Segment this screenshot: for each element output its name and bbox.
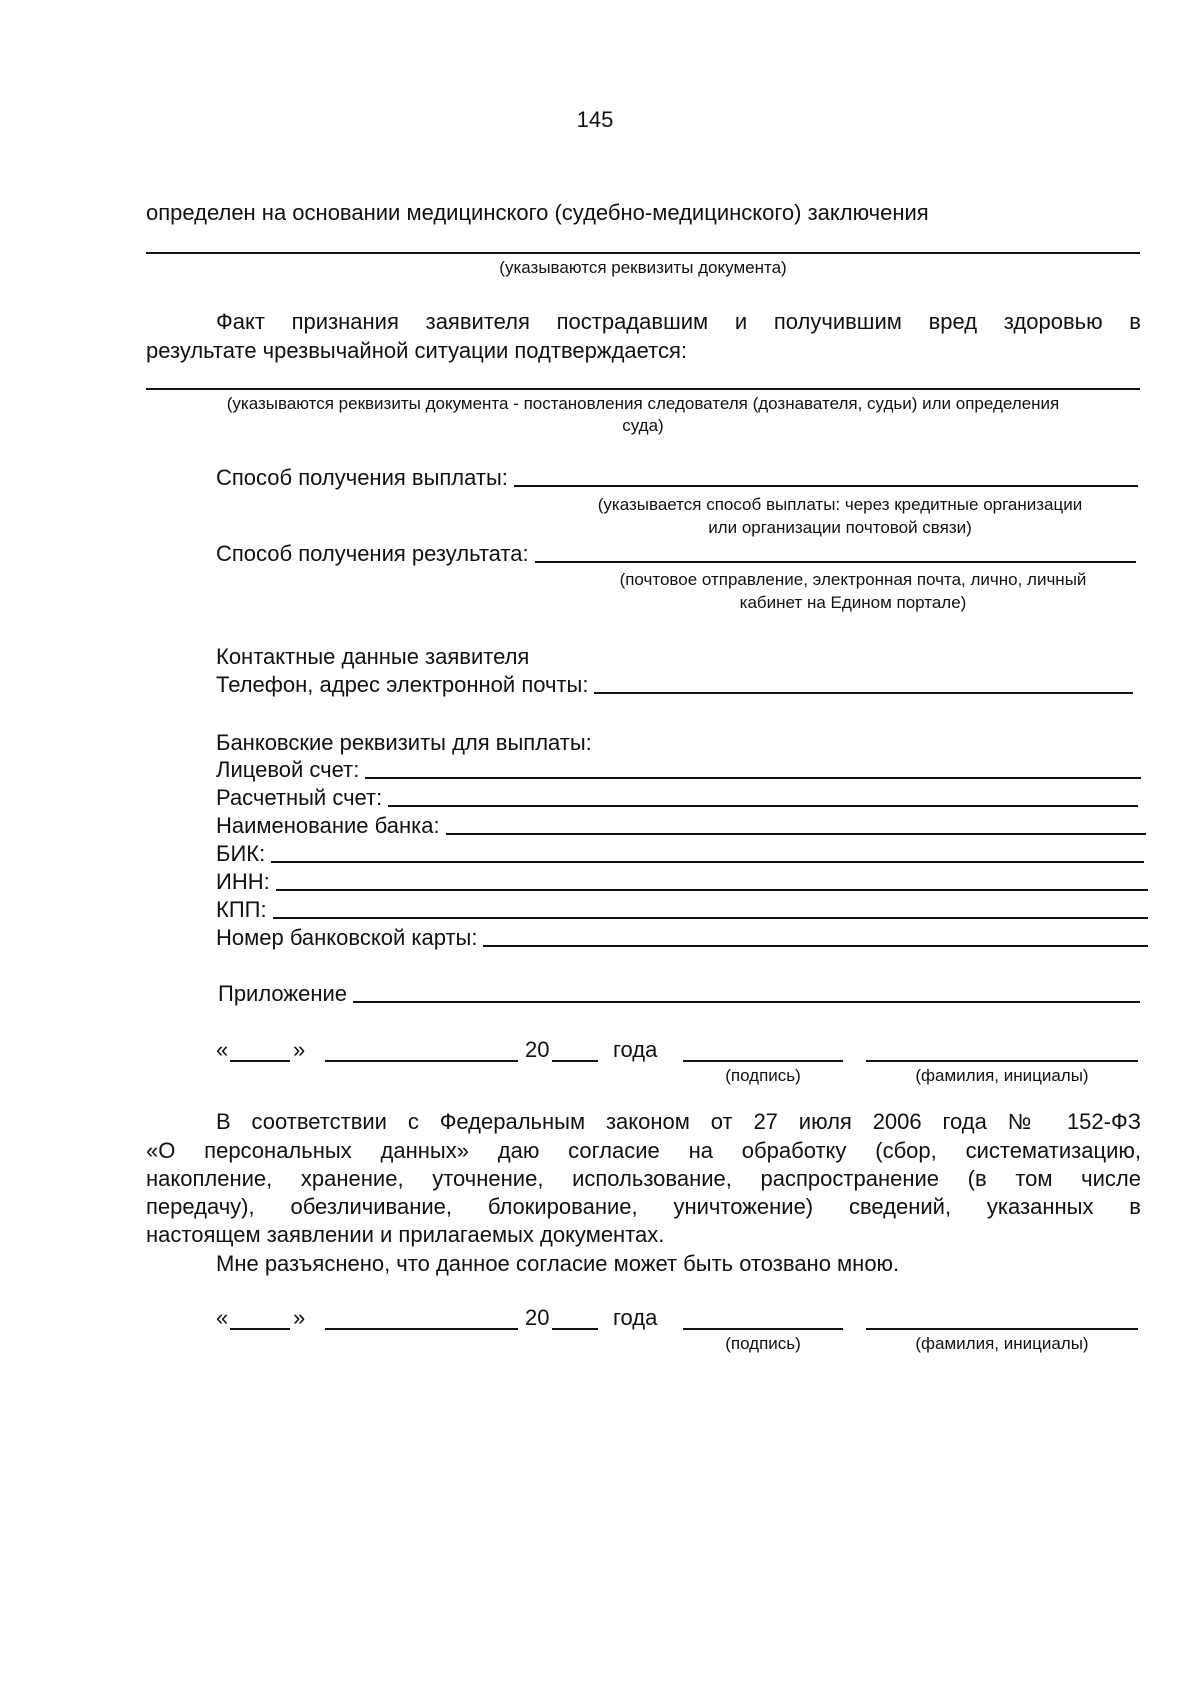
caption-resolution-line2: суда) — [622, 416, 664, 435]
bik-line[interactable] — [271, 861, 1144, 863]
attachment-field — [218, 981, 1140, 1007]
kpp-field — [216, 897, 1148, 923]
bank-heading: Банковские реквизиты для выплаты: — [216, 730, 592, 755]
bank-name-field — [216, 813, 1146, 839]
result-method-hint-line1: (почтовое отправление, электронная почта, лично, личный — [619, 570, 1087, 589]
date-day-line[interactable] — [230, 1060, 290, 1062]
document-details-line[interactable] — [146, 252, 1140, 254]
card-number-label: Номер банковской карты: — [216, 925, 478, 950]
kpp-label: КПП: — [216, 897, 267, 922]
date-open-quote: « — [216, 1305, 229, 1330]
consent-line4: передачу), обезличивание, блокирование, уничтожение) сведений, указанных в — [146, 1194, 1141, 1219]
date-close-quote: » — [293, 1037, 306, 1062]
contacts-heading: Контактные данные заявителя — [216, 644, 530, 669]
resolution-details-line[interactable] — [146, 388, 1140, 390]
full-name-line[interactable] — [866, 1060, 1138, 1062]
result-method-line[interactable] — [535, 561, 1136, 563]
inn-label: ИНН: — [216, 869, 270, 894]
consent-revocation: Мне разъяснено, что данное согласие может быть отозвано мною. — [216, 1251, 900, 1276]
full-name-caption: (фамилия, инициалы) — [915, 1066, 1089, 1085]
signature-line[interactable] — [683, 1060, 843, 1062]
fact-text-line1: Факт признания заявителя пострадавшим и получившим вред здоровью в — [216, 309, 1141, 334]
fact-text-line2: результате чрезвычайной ситуации подтверждается: — [146, 338, 688, 363]
signature-caption: (подпись) — [725, 1066, 801, 1085]
consent-line1: В соответствии с Федеральным законом от 27 июля 2006 года № 152-ФЗ — [216, 1109, 1141, 1134]
signature-caption: (подпись) — [725, 1334, 801, 1353]
payment-method-hint-line1: (указывается способ выплаты: через кредитные организации — [597, 495, 1083, 514]
phone-email-line[interactable] — [594, 692, 1133, 694]
result-method-field — [216, 541, 1136, 567]
full-name-line[interactable] — [866, 1328, 1138, 1330]
date-year-word: года — [613, 1037, 658, 1062]
payment-method-label: Способ получения выплаты: — [216, 465, 508, 490]
settlement-account-label: Расчетный счет: — [216, 785, 383, 810]
personal-account-label: Лицевой счет: — [216, 757, 360, 782]
phone-email-field — [216, 672, 1133, 698]
attachment-label: Приложение — [218, 981, 348, 1006]
phone-email-label: Телефон, адрес электронной почты: — [216, 672, 589, 697]
result-method-label: Способ получения результата: — [216, 541, 529, 566]
date-year-line[interactable] — [552, 1328, 598, 1330]
bank-name-line[interactable] — [446, 833, 1146, 835]
intro-text: определен на основании медицинского (судебно-медицинского) заключения — [146, 200, 929, 225]
consent-line2: «О персональных данных» даю согласие на обработку (сбор, систематизацию, — [146, 1138, 1141, 1163]
date-close-quote: » — [293, 1305, 306, 1330]
caption-resolution-line1: (указываются реквизиты документа - постановления следователя (дознавателя, судьи) или определения — [226, 394, 1060, 413]
date-year-word: года — [613, 1305, 658, 1330]
signature-line[interactable] — [683, 1328, 843, 1330]
date-century: 20 — [525, 1037, 550, 1062]
full-name-caption: (фамилия, инициалы) — [915, 1334, 1089, 1353]
bik-label: БИК: — [216, 841, 266, 866]
date-month-line[interactable] — [325, 1328, 518, 1330]
payment-method-hint-line2: или организации почтовой связи) — [708, 518, 972, 537]
personal-account-line[interactable] — [365, 777, 1141, 779]
consent-line3: накопление, хранение, уточнение, использование, распространение (в том числе — [146, 1166, 1141, 1191]
payment-method-field — [216, 465, 1138, 491]
date-open-quote: « — [216, 1037, 229, 1062]
bank-name-label: Наименование банка: — [216, 813, 440, 838]
kpp-line[interactable] — [273, 917, 1148, 919]
payment-method-line[interactable] — [514, 485, 1138, 487]
date-day-line[interactable] — [230, 1328, 290, 1330]
inn-line[interactable] — [276, 889, 1148, 891]
date-year-line[interactable] — [552, 1060, 598, 1062]
date-century: 20 — [525, 1305, 550, 1330]
attachment-line[interactable] — [353, 1001, 1140, 1003]
consent-line5: настоящем заявлении и прилагаемых документах. — [146, 1222, 665, 1247]
bik-field — [216, 841, 1144, 867]
card-number-line[interactable] — [483, 945, 1148, 947]
inn-field — [216, 869, 1148, 895]
page-number: 145 — [576, 107, 614, 132]
date-month-line[interactable] — [325, 1060, 518, 1062]
card-number-field — [216, 925, 1148, 951]
caption-document-details: (указываются реквизиты документа) — [499, 258, 787, 277]
settlement-account-field — [216, 785, 1138, 811]
personal-account-field — [216, 757, 1141, 783]
settlement-account-line[interactable] — [388, 805, 1138, 807]
result-method-hint-line2: кабинет на Едином портале) — [739, 593, 967, 612]
